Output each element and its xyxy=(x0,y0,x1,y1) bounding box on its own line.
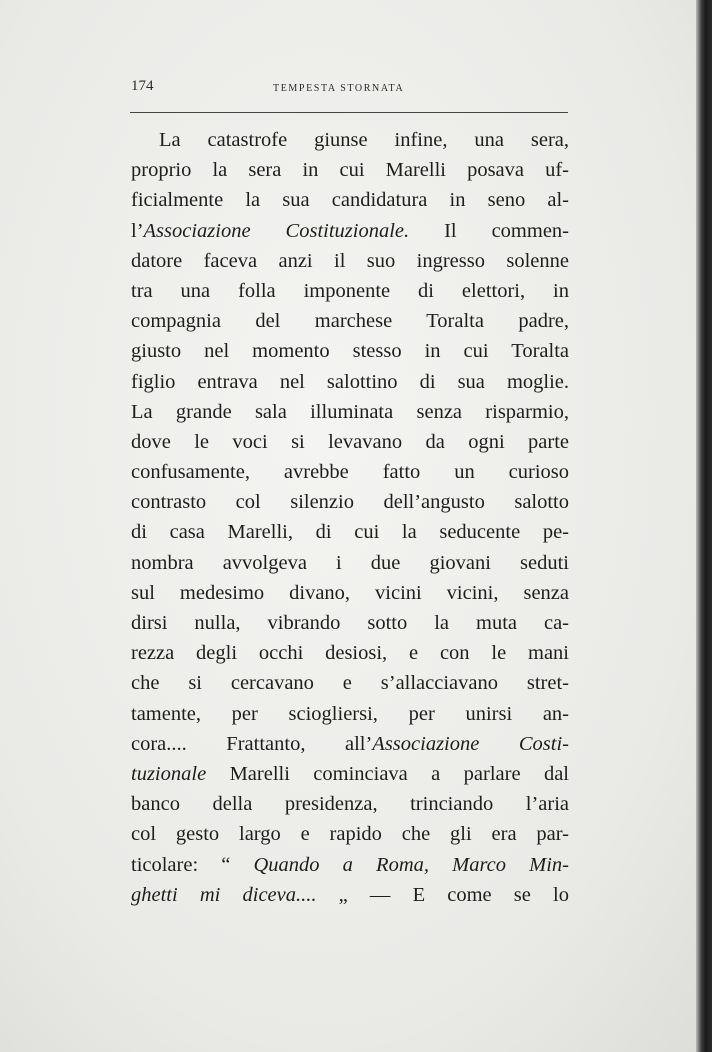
text-line: che si cercavano e s’allacciavano stret- xyxy=(131,672,569,695)
page-number: 174 xyxy=(131,78,154,94)
text-line: tra una folla imponente di elettori, in xyxy=(131,279,569,302)
italic-segment: ghetti mi diceva.... xyxy=(131,883,317,906)
italic-segment: Quando a Roma, Marco Min- xyxy=(253,853,569,876)
text-line: rezza degli occhi desiosi, e con le mani xyxy=(131,642,569,665)
text-segment: „ — E come se lo xyxy=(316,883,569,906)
text-segment: Marelli cominciava a parlare dal xyxy=(206,762,569,785)
running-title: TEMPESTA STORNATA xyxy=(273,83,405,94)
text-line xyxy=(131,729,569,759)
body-text xyxy=(131,125,569,910)
italic-segment: tuzionale xyxy=(131,762,207,785)
text-line: banco della presidenza, trinciando l’aria xyxy=(131,793,569,816)
text-line: figlio entrava nel salottino di sua moglie. xyxy=(131,370,569,393)
text-line: compagnia del marchese Toralta padre, xyxy=(131,310,569,333)
text-segment: cora.... Frattanto, all’ xyxy=(131,732,373,755)
text-segment: l’ xyxy=(131,219,144,242)
page-binding-edge xyxy=(696,0,712,1052)
text-line: ficialmente la sua candidatura in seno al- xyxy=(131,189,569,212)
text-line: dirsi nulla, vibrando sotto la muta ca- xyxy=(131,612,569,634)
text-segment: Il commen- xyxy=(409,219,569,242)
text-line: tamente, per sciogliersi, per unirsi an- xyxy=(131,702,569,725)
text-line: di casa Marelli, di cui la seducente pe- xyxy=(131,521,569,544)
text-line: contrasto col silenzio dell’angusto salotto xyxy=(131,491,569,514)
text-line xyxy=(131,880,569,910)
text-line: confusamente, avrebbe fatto un curioso xyxy=(131,461,569,484)
text-line xyxy=(131,216,569,246)
text-line xyxy=(131,759,569,789)
italic-segment: Associazione Costi- xyxy=(372,732,569,755)
text-line: proprio la sera in cui Marelli posava uf- xyxy=(131,159,569,182)
text-line: La catastrofe giunse infine, una sera, xyxy=(159,129,569,151)
text-line: sul medesimo divano, vicini vicini, senza xyxy=(131,581,569,604)
text-line: giusto nel momento stesso in cui Toralta xyxy=(131,340,569,363)
text-line xyxy=(131,850,569,880)
text-line: col gesto largo e rapido che gli era par- xyxy=(131,823,569,846)
text-line: datore faceva anzi il suo ingresso solenne xyxy=(131,249,569,272)
text-line: nombra avvolgeva i due giovani seduti xyxy=(131,551,569,574)
text-segment: ticolare: “ xyxy=(131,853,254,876)
italic-segment: Associazione Costituzionale. xyxy=(143,219,410,242)
text-line: dove le voci si levavano da ogni parte xyxy=(131,430,569,453)
text-line: La grande sala illuminata senza risparmio, xyxy=(131,400,569,423)
running-head xyxy=(131,78,569,100)
header-rule xyxy=(130,112,568,113)
